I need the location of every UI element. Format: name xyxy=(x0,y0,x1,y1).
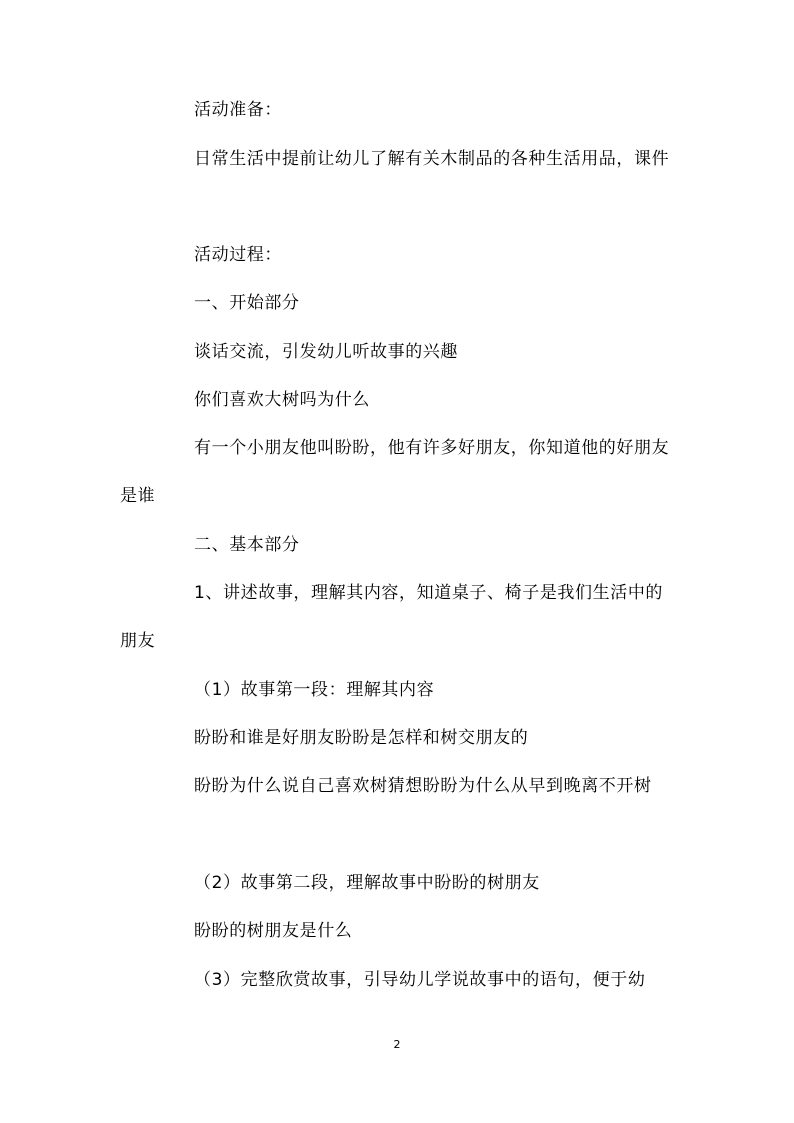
paragraph: 盼盼的树朋友是什么 xyxy=(194,921,353,941)
paragraph: 盼盼和谁是好朋友盼盼是怎样和树交朋友的 xyxy=(194,728,529,748)
paragraph: 二、基本部分 xyxy=(194,535,300,555)
paragraph: （1）故事第一段：理解其内容 xyxy=(194,680,435,700)
paragraph: 有一个小朋友他叫盼盼，他有许多好朋友，你知道他的好朋友是谁 xyxy=(120,438,670,506)
paragraph: 一、开始部分 xyxy=(194,293,300,313)
paragraph: （3）完整欣赏故事，引导幼儿学说故事中的语句，便于幼 xyxy=(194,970,646,990)
paragraph: 日常生活中提前让幼儿了解有关木制品的各种生活用品，课件 xyxy=(194,149,670,169)
paragraph: 盼盼为什么说自己喜欢树猜想盼盼为什么从早到晚离不开树 xyxy=(194,776,652,796)
page-number: 2 xyxy=(393,1038,401,1051)
paragraph: 活动准备： xyxy=(194,100,282,120)
paragraph: 你们喜欢大树吗为什么 xyxy=(194,390,370,410)
paragraph: 谈话交流，引发幼儿听故事的兴趣 xyxy=(194,342,458,362)
paragraph: 活动过程： xyxy=(194,245,282,265)
paragraph: 1、讲述故事，理解其内容，知道桌子、椅子是我们生活中的朋友 xyxy=(120,583,664,651)
paragraph: （2）故事第二段，理解故事中盼盼的树朋友 xyxy=(194,873,540,893)
